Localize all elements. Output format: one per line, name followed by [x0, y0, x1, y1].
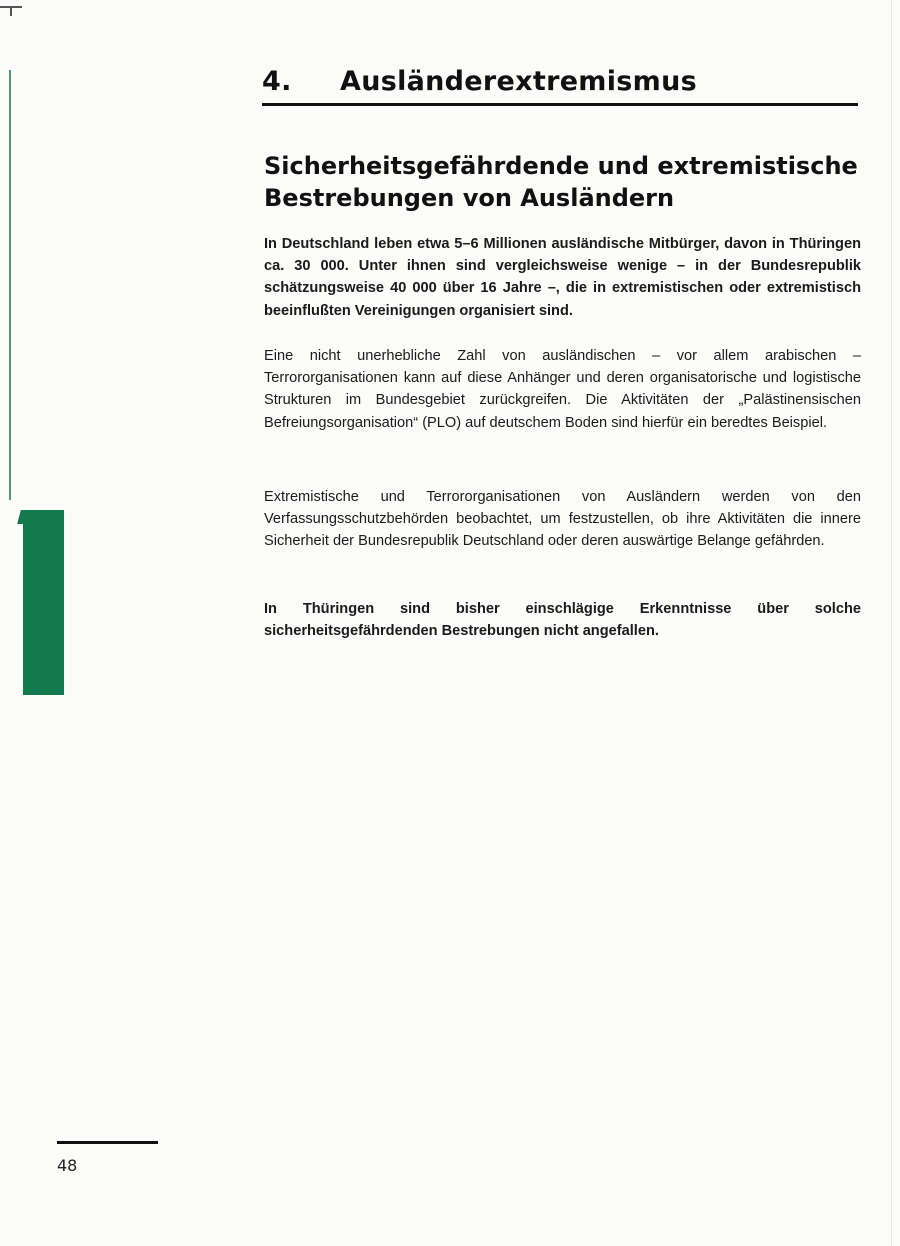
chapter-number: 4.: [262, 66, 292, 97]
footer-rule: [57, 1141, 158, 1144]
section-title: Sicherheitsgefährdende und extremistische Bestrebungen von Ausländern: [264, 152, 858, 212]
chapter-title: Ausländerextremismus: [340, 66, 697, 97]
body-paragraph: Eine nicht unerhebliche Zahl von ausländischen – vor allem arabischen – Terrororganisationen kann auf diese Anhänger und deren organisatorische und logistische Strukturen im Bundesgebiet zurückgreifen. Die Aktivitäten der „Palästinensischen Befreiungsorganisation“ (PLO) auf deutschem Boden sind hierfür ein beredtes Beispiel.: [264, 348, 861, 431]
scan-corner-mark-vertical: [10, 6, 12, 16]
margin-edge-line: [9, 70, 11, 500]
chapter-heading: [262, 66, 697, 97]
conclusion-paragraph: In Thüringen sind bisher einschlägige Erkenntnisse über solche sicherheitsgefährdenden Bestrebungen nicht angefallen.: [264, 601, 861, 640]
intro-paragraph: In Deutschland leben etwa 5–6 Millionen ausländische Mitbürger, davon in Thüringen ca. 30 000. Unter ihnen sind vergleichsweise wenige – in der Bundesrepublik schätzungsweise 40 000 über 16 Jahre –, die in extremistischen oder extremistisch beeinflußten Vereinigungen organisiert sind.: [264, 236, 861, 319]
chapter-margin-tab: [23, 510, 64, 695]
page-right-edge: [891, 0, 892, 1246]
page-number: 48: [57, 1156, 78, 1175]
chapter-rule: [262, 103, 858, 106]
body-paragraph: Extremistische und Terrororganisationen von Ausländern werden von den Verfassungsschutzbehörden beobachtet, um festzustellen, ob ihre Aktivitäten die innere Sicherheit der Bundesrepublik Deutschland oder deren auswärtige Belange gefährden.: [264, 489, 861, 550]
